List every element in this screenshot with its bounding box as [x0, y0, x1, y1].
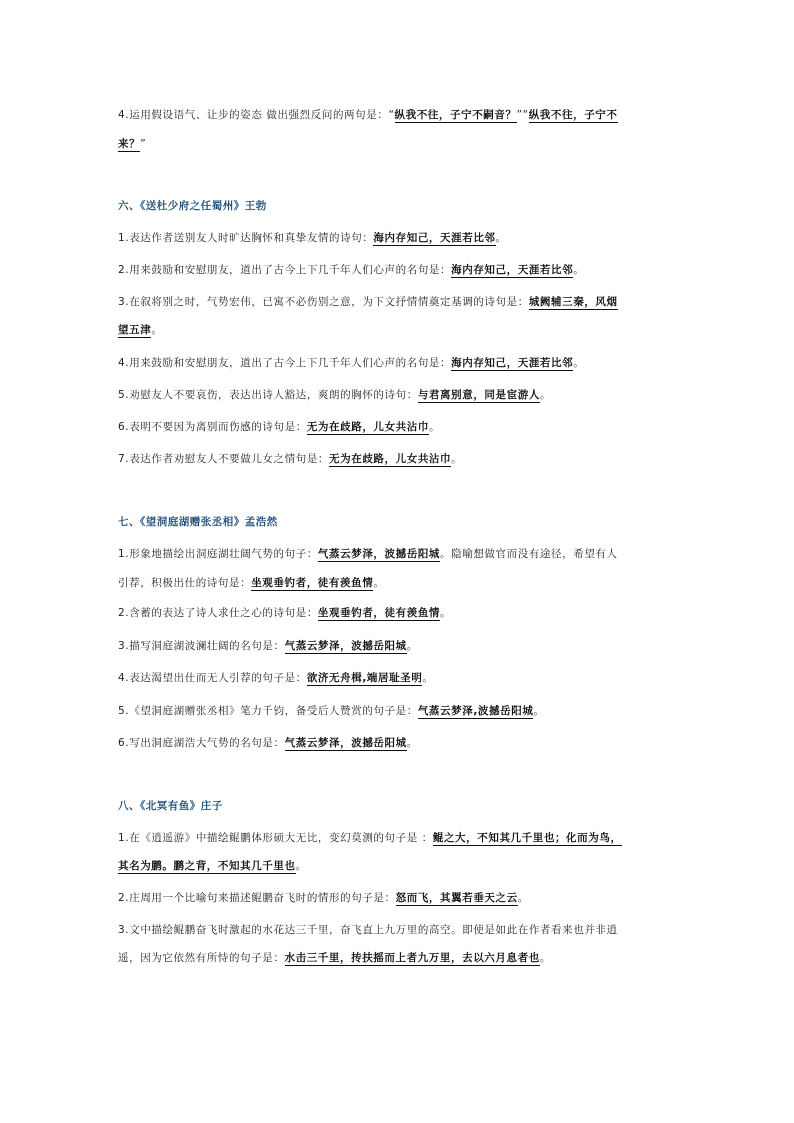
s8-item2-answer: 怒而飞，其翼若垂天之云 [395, 892, 518, 904]
s8-item1-line2 [118, 859, 678, 873]
s8-item1-prefix: 1.在《逍遥游》中描绘鲲鹏体形硕大无比，变幻莫测的句子是 ： [118, 832, 433, 844]
s6-item4-prefix: 4.用来鼓励和安慰朋友，道出了古今上下几千年人们心声的名句是： [118, 357, 452, 369]
s5-item4-line1 [118, 108, 678, 122]
s6-item3-line2 [118, 323, 678, 337]
s5-item4-mid: ”“ [516, 109, 529, 121]
period: 。 [495, 232, 507, 244]
s6-heading: 六、《送杜少府之任蜀州》王勃 [118, 200, 267, 212]
s5-item4-prefix: 4.运用假设语气、让步的姿态 做出强烈反问的两句是：“ [118, 109, 395, 121]
s6-item3-line1 [118, 295, 678, 309]
period: 。 [539, 952, 551, 964]
s8-item3-answer: 水击三千里，抟扶摇而上者九万里，去以六月息者也 [284, 952, 540, 964]
s7-item4 [118, 671, 678, 685]
period: 。 [440, 607, 452, 619]
s7-item6 [118, 736, 678, 750]
s7-item4-answer: 欲济无舟楫,端居耻圣明 [306, 672, 423, 684]
s8-item2 [118, 891, 678, 905]
period: 。 [517, 892, 529, 904]
s6-item2 [118, 263, 678, 277]
period: 。 [151, 324, 163, 336]
s8-item2-prefix: 2.庄周用一个比喻句来描述鲲鹏奋飞时的情形的句子是： [118, 892, 396, 904]
period: 。 [295, 860, 307, 872]
s7-item2-prefix: 2.含蓄的表达了诗人求仕之心的诗句是： [118, 607, 318, 619]
s5-item4-answer2b: 来？ [118, 138, 141, 150]
s7-item3-prefix: 3.描写洞庭湖波澜壮阔的名句是： [118, 640, 285, 652]
s7-item6-prefix: 6.写出洞庭湖浩大气势的名句是： [118, 737, 285, 749]
s6-item3-prefix: 3.在叙将别之时，气势宏伟，已寓不必伤别之意，为下文抒情情奠定基调的诗句是： [118, 296, 529, 308]
s7-item2-answer: 坐观垂钓者，徒有羡鱼情 [317, 607, 441, 619]
s7-item5-answer: 气蒸云梦泽,波撼岳阳城 [417, 705, 534, 717]
s8-item3-line2 [118, 951, 678, 965]
s6-item4 [118, 356, 678, 370]
s6-item4-answer: 海内存知己，天涯若比邻 [451, 357, 574, 369]
s6-item3-answer-a: 城阙辅三秦，风烟 [528, 296, 618, 308]
period: 。 [451, 453, 463, 465]
s7-item1-mid: 。隐喻想做官而没有途径，希望有人 [440, 548, 618, 560]
period: 。 [422, 672, 434, 684]
s7-item3-answer: 气蒸云梦泽，波撼岳阳城 [284, 640, 407, 652]
s6-item1 [118, 231, 678, 245]
s6-item5 [118, 388, 678, 402]
s6-item7 [118, 452, 678, 466]
s8-item1-line1 [118, 831, 678, 845]
s7-item6-answer: 气蒸云梦泽，波撼岳阳城 [284, 737, 407, 749]
s6-item6 [118, 420, 678, 434]
s7-item5-prefix: 5.《望洞庭湖赠张丞相》笔力千钧，备受后人赞赏的句子是： [118, 705, 418, 717]
s6-item2-prefix: 2.用来鼓励和安慰朋友，道出了古今上下几千年人们心声的名句是： [118, 264, 452, 276]
s6-item7-answer: 无为在歧路，儿女共沾巾 [329, 453, 452, 465]
s6-item3-answer-b: 望五津 [118, 324, 152, 336]
s7-item1-line2-prefix: 引荐，积极出仕的诗句是： [118, 577, 252, 589]
s6-item5-prefix: 5.劝慰友人不要哀伤，表达出诗人豁达，爽朗的胸怀的诗句： [118, 389, 418, 401]
s6-item6-answer: 无为在歧路，儿女共沾巾 [306, 421, 429, 433]
s7-item4-prefix: 4.表达渴望出仕而无人引荐的句子是： [118, 672, 307, 684]
s7-item1-prefix: 1.形象地描绘出洞庭湖壮阔气势的句子： [118, 548, 318, 560]
s7-heading: 七、《望洞庭湖赠张丞相》孟浩然 [118, 516, 278, 528]
s6-item5-answer: 与君离别意，同是宦游人 [417, 389, 540, 401]
s7-item1-line2 [118, 576, 678, 590]
s7-item5 [118, 704, 678, 718]
s6-item2-answer: 海内存知己，天涯若比邻 [451, 264, 574, 276]
period: 。 [573, 264, 585, 276]
period: 。 [373, 577, 385, 589]
period: 。 [406, 737, 418, 749]
s8-item3-line2-prefix: 遥，因为它依然有所恃的句子是： [118, 952, 285, 964]
s8-item1-answer-b: 其名为鹏。鹏之背，不知其几千里也 [118, 860, 296, 872]
s8-heading: 八、《北冥有鱼》庄子 [118, 800, 223, 812]
period: 。 [406, 640, 418, 652]
s7-item1-line1 [118, 547, 678, 561]
s7-item2 [118, 606, 678, 620]
s5-item4-suffix: ” [140, 138, 147, 150]
s6-item1-prefix: 1.表达作者送别友人时旷达胸怀和真挚友情的诗句： [118, 232, 374, 244]
s7-item1-answer-a: 气蒸云梦泽，波撼岳阳城 [317, 548, 441, 560]
period: 。 [533, 705, 545, 717]
s8-item1-answer-a: 鲲之大，不知其几千里也；化而为鸟， [432, 832, 622, 844]
s5-item4-answer2a: 纵我不往，子宁不 [528, 109, 618, 121]
period: 。 [573, 357, 585, 369]
s5-item4-answer1: 纵我不往，子宁不嗣音？ [394, 109, 517, 121]
s5-item4-line2 [118, 137, 678, 151]
period: 。 [539, 389, 552, 401]
s6-item7-prefix: 7.表达作者劝慰友人不要做儿女之情句是： [118, 453, 330, 465]
s6-item1-answer: 海内存知己，天涯若比邻 [373, 232, 496, 244]
s8-item3-line1: 3.文中描绘鲲鹏奋飞时激起的水花达三千里，奋飞直上九万里的高空。即使是如此在作者看来也并非逍 [118, 924, 618, 936]
s6-item6-prefix: 6.表明不要因为离别而伤感的诗句是： [118, 421, 307, 433]
s7-item1-answer-b: 坐观垂钓者，徒有羡鱼情 [251, 577, 374, 589]
period: 。 [428, 421, 441, 433]
s7-item3 [118, 639, 678, 653]
